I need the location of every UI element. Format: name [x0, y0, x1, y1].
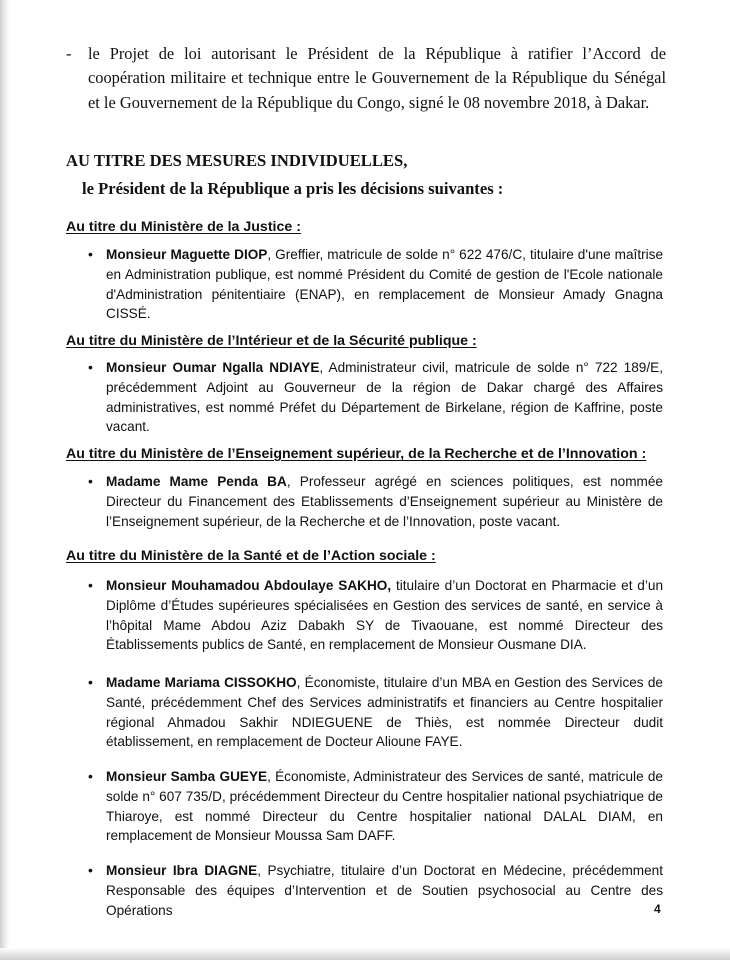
bullet-marker: •: [88, 246, 93, 262]
bullet-marker: •: [88, 577, 93, 593]
person-name: Monsieur Oumar Ngalla NDIAYE: [106, 360, 320, 375]
item-description: , Administrateur civil, matricule de solde n° 722 189/E, précédemment Adjoint au Gouverneur de la région de Dakar chargé des Affaires administratives, est nommé Préfet du Département de Birkelane, région de Kaffrine, poste vacant.: [106, 360, 663, 435]
section-title-enseignement: Au titre du Ministère de l’Enseignement supérieur, de la Recherche et de l’Innovation :: [66, 446, 647, 462]
bullet-marker: •: [88, 359, 93, 375]
item-description: , Psychiatre, titulaire d’un Doctorat en Médecine, précédemment Responsable des équipes d’Intervention et de Soutien psychosocial au Centre des Opérations: [106, 863, 664, 918]
item-text: [106, 861, 663, 920]
item-description: , Économiste, Administrateur des Services de santé, matricule de solde n° 607 735/D, précédemment Directeur du Centre hospitalier national psychiatrique de Thiaroye, est nommé Directeur du Centre hospitalier national DALAL DIAM, en remplacement de Monsieur Moussa Sam DAFF.: [106, 769, 663, 844]
list-item: [88, 767, 663, 846]
list-item: [88, 472, 663, 531]
person-name: Monsieur Samba GUEYE: [106, 769, 268, 784]
section-title-justice: Au titre du Ministère de la Justice :: [66, 219, 301, 235]
item-description: titulaire d’un Doctorat en Pharmacie et d’un Diplôme d’Études supérieures spécialisées en Gestion des services de santé, en service à l’hôpital Mame Abdou Aziz Dabakh SY de Tivaouane, est nommé Directeur des Établissements publics de Santé, en remplacement de Monsieur Ousmane DIA.: [106, 578, 664, 653]
section-title-sante: Au titre du Ministère de la Santé et de l’Action sociale :: [66, 548, 436, 564]
list-item: [88, 245, 663, 324]
item-text: [106, 767, 663, 846]
person-name: Monsieur Maguette DIOP: [106, 247, 268, 262]
intro-list-item: [66, 42, 666, 115]
item-text: [106, 576, 663, 655]
heading-individual-measures: AU TITRE DES MESURES INDIVIDUELLES,: [66, 151, 408, 170]
list-item: [88, 576, 663, 655]
person-name: Madame Mame Penda BA: [106, 474, 287, 489]
item-text: [106, 472, 663, 531]
item-text: [106, 245, 663, 324]
person-name: Monsieur Ibra DIAGNE: [106, 863, 258, 878]
bullet-marker: •: [88, 473, 93, 489]
list-item: [88, 861, 663, 920]
bullet-marker: •: [88, 674, 93, 690]
intro-text: le Projet de loi autorisant le Président de la République à ratifier l’Accord de coopération militaire et technique entre le Gouvernement de la République du Sénégal et le Gouvernement de la République du Congo, signé le 08 novembre 2018, à Dakar.: [88, 44, 666, 112]
item-text: [106, 673, 663, 752]
bullet-marker: •: [88, 768, 93, 784]
item-text: [106, 358, 663, 437]
heading-decisions: le Président de la République a pris les décisions suivantes :: [82, 179, 504, 198]
section-title-interieur: Au titre du Ministère de l’Intérieur et de la Sécurité publique :: [66, 333, 477, 349]
item-description: , Greffier, matricule de solde n° 622 476/C, titulaire d'une maîtrise en Administration publique, est nommé Président du Comité de gestion de l'Ecole nationale d'Administration pénitentiaire (ENAP), en remplacement de Monsieur Amady Gnagna CISSÉ.: [106, 247, 663, 322]
dash-marker: -: [66, 44, 72, 63]
item-description: , Économiste, titulaire d’un MBA en Gestion des Services de Santé, précédemment Chef des Services administratifs et financiers au Centre hospitalier régional Ahmadou Sakhir NDIEGUENE de Thiès, est nommée Directeur dudit établissement, en remplacement de Docteur Alioune FAYE.: [106, 675, 663, 750]
list-item: [88, 358, 663, 437]
person-name: Monsieur Mouhamadou Abdoulaye SAKHO,: [106, 578, 392, 593]
list-item: [88, 673, 663, 752]
page-number: 4: [654, 902, 661, 916]
person-name: Madame Mariama CISSOKHO: [106, 675, 297, 690]
item-description: , Professeur agrégé en sciences politiques, est nommée Directeur du Financement des Etablissements d’Enseignement supérieur au Ministère de l’Enseignement supérieur, de la Recherche et de l’Innovation, poste vacant.: [106, 474, 663, 529]
bullet-marker: •: [88, 862, 93, 878]
